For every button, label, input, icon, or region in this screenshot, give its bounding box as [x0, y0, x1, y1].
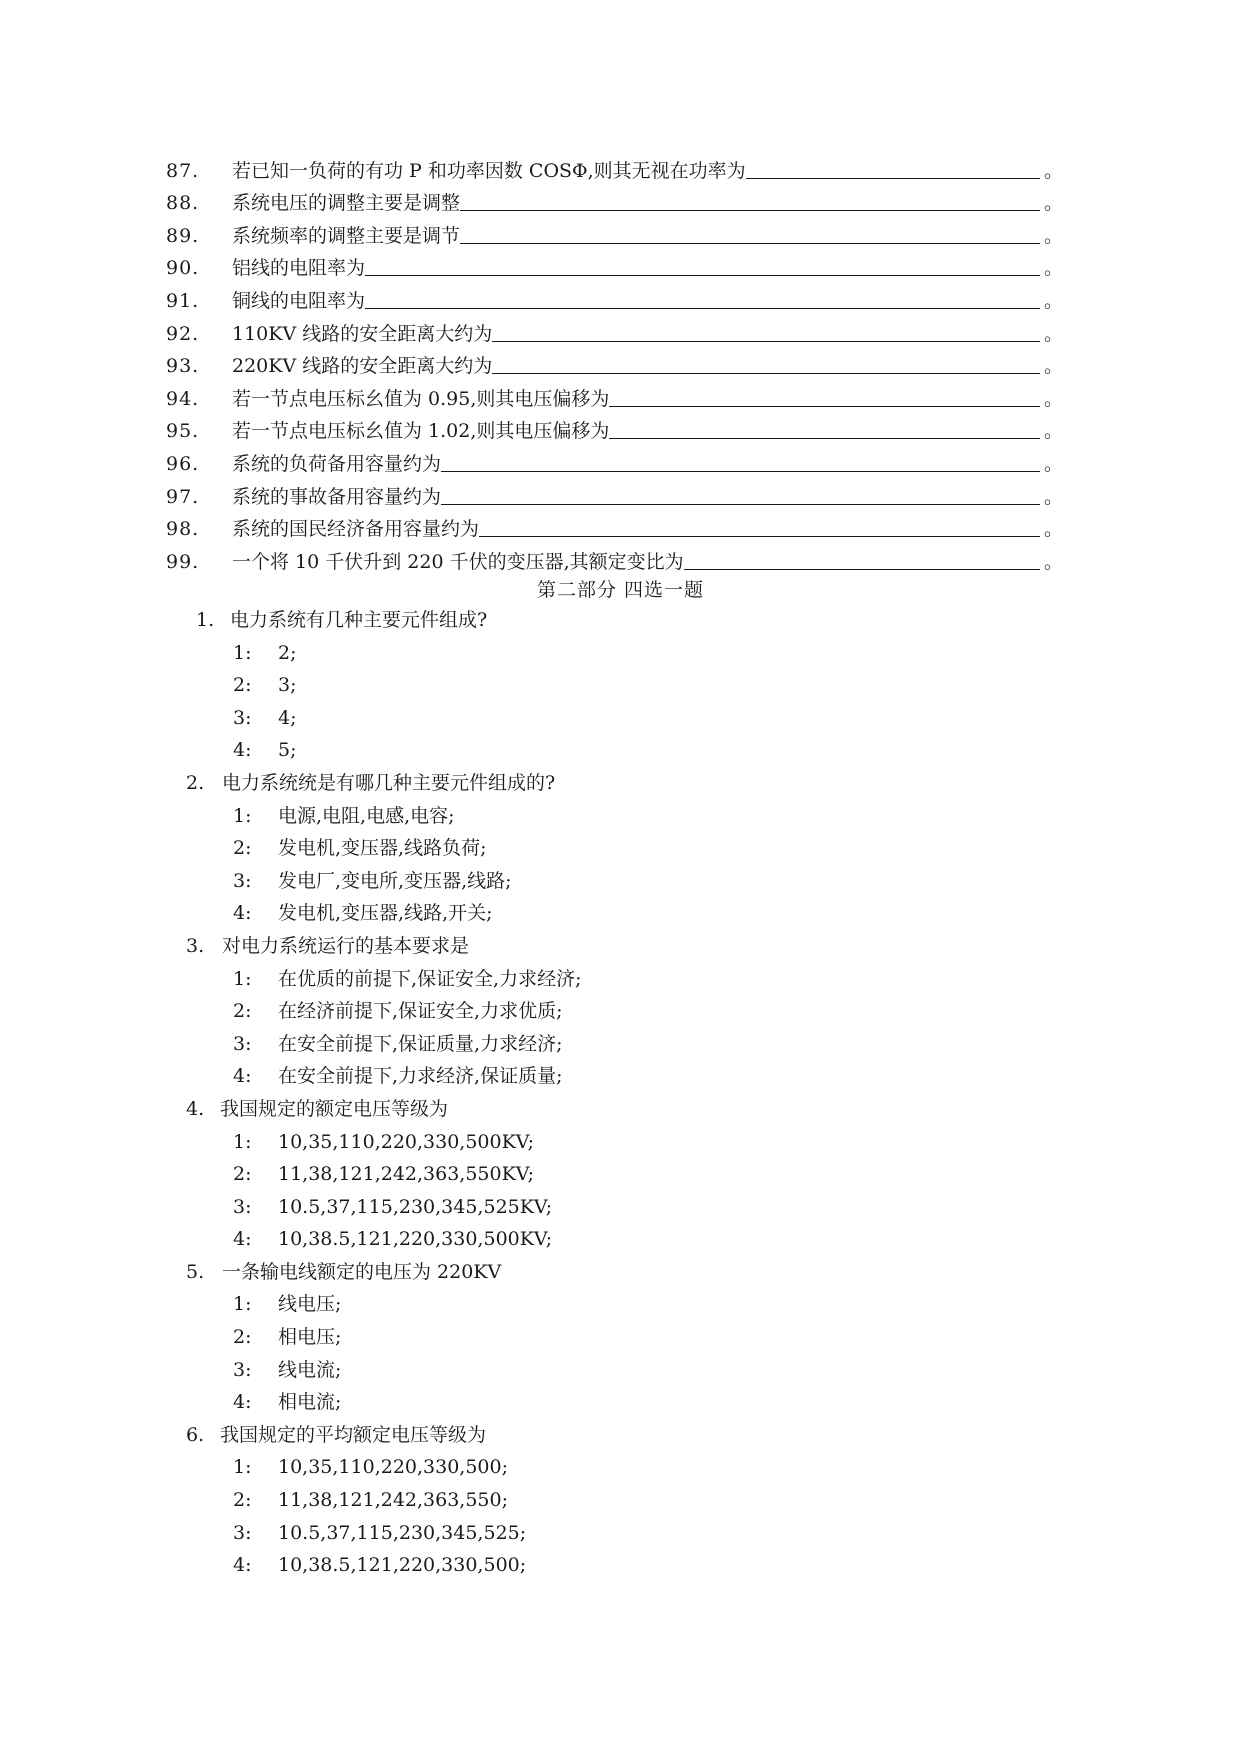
item-number: 90.: [166, 257, 200, 280]
item-text: 一个将 10 千伏升到 220 千伏的变压器,其额定变比为: [232, 550, 684, 573]
option-text: 2;: [278, 641, 297, 664]
question-number: 5.: [186, 1260, 205, 1283]
question-number: 6.: [186, 1423, 205, 1446]
item-end-mark: 。: [1044, 192, 1064, 215]
answer-blank-line: [460, 243, 1040, 244]
option-text: 5;: [278, 739, 297, 762]
fill-blank-item: [166, 474, 1064, 508]
fill-blank-item: [166, 376, 1064, 410]
option-row: [0, 1028, 1241, 1061]
question-number: 3.: [186, 934, 205, 957]
item-text: 系统的国民经济备用容量约为: [232, 518, 480, 541]
fill-blank-item: [166, 539, 1064, 573]
question-row: [0, 1256, 1241, 1289]
option-text: 线电压;: [278, 1293, 342, 1316]
option-row: [0, 865, 1241, 898]
option-number: 1:: [233, 1130, 252, 1153]
option-text: 在安全前提下,保证质量,力求经济;: [278, 1032, 563, 1055]
option-number: 1:: [233, 641, 252, 664]
item-end-mark: 。: [1044, 387, 1064, 410]
answer-blank-line: [746, 178, 1040, 179]
option-number: 3:: [233, 869, 252, 892]
option-number: 2:: [233, 1489, 252, 1512]
option-text: 相电流;: [278, 1391, 342, 1414]
option-number: 2:: [233, 837, 252, 860]
item-number: 99.: [166, 550, 200, 573]
item-end-mark: 。: [1044, 550, 1064, 573]
option-number: 1:: [233, 1456, 252, 1479]
item-number: 95.: [166, 420, 200, 443]
option-text: 发电机,变压器,线路,开关;: [278, 902, 493, 925]
option-text: 10,35,110,220,330,500KV;: [278, 1130, 535, 1153]
option-row: [0, 1517, 1241, 1550]
item-number: 94.: [166, 387, 200, 410]
option-row: [0, 1549, 1241, 1582]
option-text: 3;: [278, 674, 297, 697]
question-number: 1.: [196, 609, 215, 631]
item-text: 系统电压的调整主要是调整: [232, 192, 461, 215]
option-row: [0, 702, 1241, 735]
answer-blank-line: [365, 275, 1040, 276]
option-number: 2:: [233, 1000, 252, 1023]
question-text: 电力系统统是有哪几种主要元件组成的?: [222, 771, 556, 794]
option-row: [0, 1321, 1241, 1354]
answer-blank-line: [609, 438, 1040, 439]
option-row: [0, 734, 1241, 767]
option-row: [0, 1288, 1241, 1321]
option-number: 3:: [233, 1195, 252, 1218]
answer-blank-line: [441, 471, 1040, 472]
item-number: 97.: [166, 485, 200, 508]
option-number: 4:: [233, 1554, 252, 1577]
fill-blank-item: [166, 409, 1064, 443]
option-number: 1:: [233, 804, 252, 827]
question-text: 我国规定的额定电压等级为: [220, 1097, 449, 1120]
answer-blank-line: [460, 210, 1040, 211]
answer-blank-line: [609, 406, 1040, 407]
option-row: [0, 832, 1241, 865]
option-text: 11,38,121,242,363,550KV;: [278, 1163, 535, 1186]
item-end-mark: 。: [1044, 355, 1064, 378]
option-row: [0, 1354, 1241, 1387]
fill-blank-item: [166, 344, 1064, 378]
option-text: 发电厂,变电所,变压器,线路;: [278, 869, 512, 892]
option-number: 3:: [233, 1358, 252, 1381]
item-number: 96.: [166, 452, 200, 475]
option-number: 3:: [233, 706, 252, 729]
item-end-mark: 。: [1044, 518, 1064, 541]
option-number: 4:: [233, 902, 252, 925]
option-text: 线电流;: [278, 1358, 342, 1381]
fill-blank-item: [166, 278, 1064, 312]
question-text: 一条输电线额定的电压为 220KV: [222, 1260, 502, 1283]
item-end-mark: 。: [1044, 224, 1064, 247]
option-text: 在优质的前提下,保证安全,力求经济;: [278, 967, 582, 990]
option-text: 在经济前提下,保证安全,力求优质;: [278, 1000, 563, 1023]
option-number: 1:: [233, 1293, 252, 1316]
option-text: 在安全前提下,力求经济,保证质量;: [278, 1065, 563, 1088]
item-end-mark: 。: [1044, 257, 1064, 280]
option-row: [0, 669, 1241, 702]
fill-blank-item: [166, 246, 1064, 280]
option-row: [0, 1386, 1241, 1419]
option-text: 相电压;: [278, 1326, 342, 1349]
item-text: 系统的负荷备用容量约为: [232, 452, 442, 475]
question-number: 2.: [186, 771, 205, 794]
option-row: [0, 637, 1241, 670]
option-text: 10.5,37,115,230,345,525;: [278, 1521, 527, 1544]
item-text: 铝线的电阻率为: [232, 257, 366, 280]
item-number: 93.: [166, 355, 200, 378]
question-row: [0, 604, 1241, 637]
option-row: [0, 1484, 1241, 1517]
answer-blank-line: [365, 308, 1040, 309]
fill-blank-item: [166, 311, 1064, 345]
item-end-mark: 。: [1044, 485, 1064, 508]
option-number: 2:: [233, 674, 252, 697]
fill-blank-item: [166, 507, 1064, 541]
option-row: [0, 1126, 1241, 1159]
option-number: 2:: [233, 1163, 252, 1186]
option-row: [0, 963, 1241, 996]
question-row: [0, 930, 1241, 963]
option-number: 4:: [233, 1228, 252, 1251]
item-end-mark: 。: [1044, 289, 1064, 312]
option-text: 11,38,121,242,363,550;: [278, 1489, 509, 1512]
item-text: 若一节点电压标幺值为 1.02,则其电压偏移为: [232, 420, 610, 443]
option-row: [0, 1191, 1241, 1224]
fill-blank-item: [166, 148, 1064, 182]
option-text: 10,35,110,220,330,500;: [278, 1456, 509, 1479]
option-text: 4;: [278, 706, 297, 729]
question-text: 电力系统有几种主要元件组成?: [230, 609, 488, 631]
question-text: 对电力系统运行的基本要求是: [222, 934, 470, 957]
item-number: 91.: [166, 289, 200, 312]
item-text: 若已知一负荷的有功 P 和功率因数 COSΦ,则其无视在功率为: [232, 159, 746, 182]
item-end-mark: 。: [1044, 452, 1064, 475]
question-text: 我国规定的平均额定电压等级为: [220, 1423, 487, 1446]
item-text: 220KV 线路的安全距离大约为: [232, 355, 493, 378]
item-number: 89.: [166, 224, 200, 247]
fill-blank-list: [166, 148, 1064, 573]
option-number: 3:: [233, 1032, 252, 1055]
multiple-choice-list: [0, 604, 1241, 1582]
option-text: 10,38.5,121,220,330,500KV;: [278, 1228, 553, 1251]
option-row: [0, 995, 1241, 1028]
item-end-mark: 。: [1044, 322, 1064, 345]
option-text: 10,38.5,121,220,330,500;: [278, 1554, 527, 1577]
answer-blank-line: [441, 504, 1040, 505]
question-row: [0, 1093, 1241, 1126]
option-number: 3:: [233, 1521, 252, 1544]
fill-blank-item: [166, 441, 1064, 475]
option-text: 10.5,37,115,230,345,525KV;: [278, 1195, 553, 1218]
item-number: 87.: [166, 159, 200, 182]
answer-blank-line: [492, 341, 1040, 342]
item-text: 系统频率的调整主要是调节: [232, 224, 461, 247]
option-row: [0, 800, 1241, 833]
question-row: [0, 767, 1241, 800]
option-row: [0, 1158, 1241, 1191]
option-number: 2:: [233, 1326, 252, 1349]
fill-blank-item: [166, 181, 1064, 215]
fill-blank-item: [166, 213, 1064, 247]
answer-blank-line: [479, 536, 1040, 537]
item-end-mark: 。: [1044, 159, 1064, 182]
item-text: 系统的事故备用容量约为: [232, 485, 442, 508]
item-text: 铜线的电阻率为: [232, 289, 366, 312]
item-end-mark: 。: [1044, 420, 1064, 443]
answer-blank-line: [492, 373, 1040, 374]
section-title: 第二部分 四选一题: [536, 579, 705, 601]
option-text: 发电机,变压器,线路负荷;: [278, 837, 487, 860]
option-row: [0, 897, 1241, 930]
option-number: 4:: [233, 1065, 252, 1088]
option-row: [0, 1451, 1241, 1484]
answer-blank-line: [684, 569, 1040, 570]
item-text: 110KV 线路的安全距离大约为: [232, 322, 493, 345]
item-number: 92.: [166, 322, 200, 345]
question-number: 4.: [186, 1097, 205, 1120]
question-row: [0, 1419, 1241, 1452]
option-text: 电源,电阻,电感,电容;: [278, 804, 455, 827]
item-text: 若一节点电压标幺值为 0.95,则其电压偏移为: [232, 387, 610, 410]
option-number: 4:: [233, 739, 252, 762]
item-number: 88.: [166, 192, 200, 215]
item-number: 98.: [166, 518, 200, 541]
option-row: [0, 1060, 1241, 1093]
option-number: 4:: [233, 1391, 252, 1414]
option-number: 1:: [233, 967, 252, 990]
option-row: [0, 1223, 1241, 1256]
